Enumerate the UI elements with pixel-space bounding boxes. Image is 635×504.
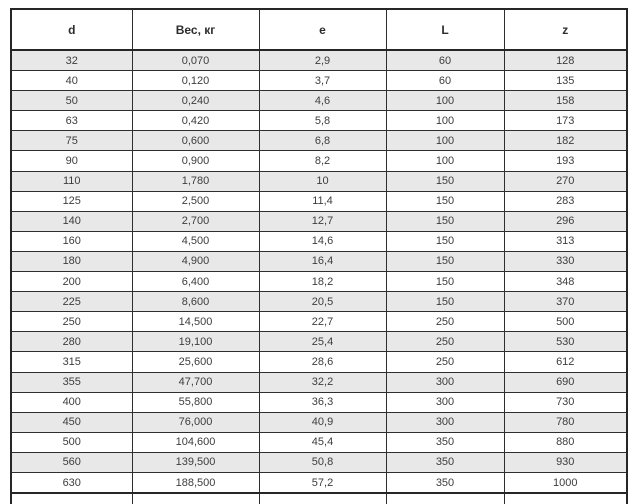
table-cell: 90 xyxy=(11,151,132,171)
table-cell: 4,6 xyxy=(259,91,386,111)
table-cell: 330 xyxy=(504,251,627,271)
table-cell: 45,4 xyxy=(259,432,386,452)
table-cell: 500 xyxy=(504,312,627,332)
table-cell: 1,780 xyxy=(132,171,259,191)
table-cell: 25,600 xyxy=(132,352,259,372)
table-cell: 10 xyxy=(259,171,386,191)
table-cell: 193 xyxy=(504,151,627,171)
table-cell: 173 xyxy=(504,111,627,131)
table-row xyxy=(11,432,627,452)
table-row xyxy=(11,332,627,352)
table-cell: 315 xyxy=(11,352,132,372)
table-cell: 47,700 xyxy=(132,372,259,392)
table-cell: 63 xyxy=(11,111,132,131)
table-cell: 50,8 xyxy=(259,452,386,472)
table-row xyxy=(11,111,627,131)
table-cell: 40 xyxy=(11,71,132,91)
table-cell: 8,2 xyxy=(259,151,386,171)
table-cell: 20,5 xyxy=(259,292,386,312)
table-row xyxy=(11,272,627,292)
table-cell: 5,8 xyxy=(259,111,386,131)
column-header-d: d xyxy=(11,9,132,50)
table-cell: 22,7 xyxy=(259,312,386,332)
table-cell: 250 xyxy=(386,332,504,352)
table-cell: 150 xyxy=(386,171,504,191)
table-cell: 150 xyxy=(386,292,504,312)
table-cell: 300 xyxy=(386,412,504,432)
table-cell: 630 xyxy=(11,472,132,493)
table-cell: 55,800 xyxy=(132,392,259,412)
table-cell: 300 xyxy=(386,372,504,392)
table-cell: 880 xyxy=(504,432,627,452)
table-cell: 4,500 xyxy=(132,231,259,251)
table-cell: 0,420 xyxy=(132,111,259,131)
table-cell: 110 xyxy=(11,171,132,191)
table-cell: 188,500 xyxy=(132,472,259,493)
column-header-L: L xyxy=(386,9,504,50)
table-row xyxy=(11,251,627,271)
table-cell: 3,7 xyxy=(259,71,386,91)
cropped-cell xyxy=(259,493,386,504)
data-table xyxy=(10,8,628,504)
table-cell: 76,000 xyxy=(132,412,259,432)
table-cell: 2,500 xyxy=(132,191,259,211)
table-cell: 100 xyxy=(386,131,504,151)
table-row xyxy=(11,231,627,251)
table-cell: 250 xyxy=(386,312,504,332)
table-cell: 158 xyxy=(504,91,627,111)
table-cell: 135 xyxy=(504,71,627,91)
table-cell: 296 xyxy=(504,211,627,231)
table-cell: 690 xyxy=(504,372,627,392)
table-cell: 280 xyxy=(11,332,132,352)
table-cell: 350 xyxy=(386,452,504,472)
table-cell: 348 xyxy=(504,272,627,292)
table-cell: 57,2 xyxy=(259,472,386,493)
table-cell: 283 xyxy=(504,191,627,211)
table-row xyxy=(11,131,627,151)
table-cell: 0,070 xyxy=(132,50,259,71)
table-cell: 100 xyxy=(386,151,504,171)
table-row xyxy=(11,292,627,312)
table-row xyxy=(11,91,627,111)
table-cell: 4,900 xyxy=(132,251,259,271)
table-cell: 139,500 xyxy=(132,452,259,472)
table-cell: 14,6 xyxy=(259,231,386,251)
table-cell: 16,4 xyxy=(259,251,386,271)
table-cell: 1000 xyxy=(504,472,627,493)
table-cell: 180 xyxy=(11,251,132,271)
table-cell: 612 xyxy=(504,352,627,372)
column-header-e: e xyxy=(259,9,386,50)
table-header xyxy=(11,9,627,50)
table-cell: 730 xyxy=(504,392,627,412)
table-cell: 150 xyxy=(386,231,504,251)
table-cell: 355 xyxy=(11,372,132,392)
table-cell: 36,3 xyxy=(259,392,386,412)
table-cell: 0,900 xyxy=(132,151,259,171)
header-row xyxy=(11,9,627,50)
table-cell: 200 xyxy=(11,272,132,292)
table-cell: 560 xyxy=(11,452,132,472)
table-row xyxy=(11,472,627,493)
table-row xyxy=(11,372,627,392)
table-cell: 780 xyxy=(504,412,627,432)
table-row xyxy=(11,392,627,412)
table-cell: 60 xyxy=(386,50,504,71)
table-cell: 0,240 xyxy=(132,91,259,111)
table-cell: 14,500 xyxy=(132,312,259,332)
table-cell: 300 xyxy=(386,392,504,412)
table-cell: 350 xyxy=(386,432,504,452)
table-cell: 8,600 xyxy=(132,292,259,312)
table-cell: 60 xyxy=(386,71,504,91)
table-cell: 11,4 xyxy=(259,191,386,211)
table-cell: 104,600 xyxy=(132,432,259,452)
table-cell: 100 xyxy=(386,91,504,111)
table-cell: 400 xyxy=(11,392,132,412)
cropped-cell xyxy=(386,493,504,504)
table-cell: 75 xyxy=(11,131,132,151)
table-cell: 6,8 xyxy=(259,131,386,151)
table-cell: 500 xyxy=(11,432,132,452)
table-cell: 125 xyxy=(11,191,132,211)
table-row xyxy=(11,191,627,211)
cropped-cell xyxy=(132,493,259,504)
table-cell: 2,700 xyxy=(132,211,259,231)
table-cell: 370 xyxy=(504,292,627,312)
table-cell: 25,4 xyxy=(259,332,386,352)
table-cell: 313 xyxy=(504,231,627,251)
table-cell: 19,100 xyxy=(132,332,259,352)
table-cell: 160 xyxy=(11,231,132,251)
table-cell: 150 xyxy=(386,251,504,271)
table-cell: 6,400 xyxy=(132,272,259,292)
table-cell: 270 xyxy=(504,171,627,191)
table-row xyxy=(11,452,627,472)
table-cell: 150 xyxy=(386,272,504,292)
table-cell: 930 xyxy=(504,452,627,472)
table-cell: 182 xyxy=(504,131,627,151)
cropped-cell xyxy=(11,493,132,504)
table-cell: 2,9 xyxy=(259,50,386,71)
table-cell: 250 xyxy=(11,312,132,332)
table-cell: 350 xyxy=(386,472,504,493)
table-row-cropped xyxy=(11,493,627,504)
table-cell: 32 xyxy=(11,50,132,71)
column-header-z: z xyxy=(504,9,627,50)
table-cell: 32,2 xyxy=(259,372,386,392)
table-cell: 12,7 xyxy=(259,211,386,231)
table-row xyxy=(11,211,627,231)
table-cell: 128 xyxy=(504,50,627,71)
table-cell: 140 xyxy=(11,211,132,231)
cropped-next-row xyxy=(11,493,627,504)
table-cell: 150 xyxy=(386,191,504,211)
table-cell: 28,6 xyxy=(259,352,386,372)
table-row xyxy=(11,50,627,71)
cropped-cell xyxy=(504,493,627,504)
table-row xyxy=(11,171,627,191)
table-row xyxy=(11,151,627,171)
table-row xyxy=(11,412,627,432)
table-row xyxy=(11,352,627,372)
table-cell: 225 xyxy=(11,292,132,312)
table-cell: 250 xyxy=(386,352,504,372)
table-row xyxy=(11,71,627,91)
table-cell: 450 xyxy=(11,412,132,432)
table-cell: 40,9 xyxy=(259,412,386,432)
column-header-weight: Вес, кг xyxy=(132,9,259,50)
table-cell: 0,600 xyxy=(132,131,259,151)
table-cell: 18,2 xyxy=(259,272,386,292)
table-row xyxy=(11,312,627,332)
table-cell: 100 xyxy=(386,111,504,131)
table-cell: 530 xyxy=(504,332,627,352)
table-cell: 0,120 xyxy=(132,71,259,91)
table-cell: 50 xyxy=(11,91,132,111)
table-cell: 150 xyxy=(386,211,504,231)
table-body xyxy=(11,50,627,493)
